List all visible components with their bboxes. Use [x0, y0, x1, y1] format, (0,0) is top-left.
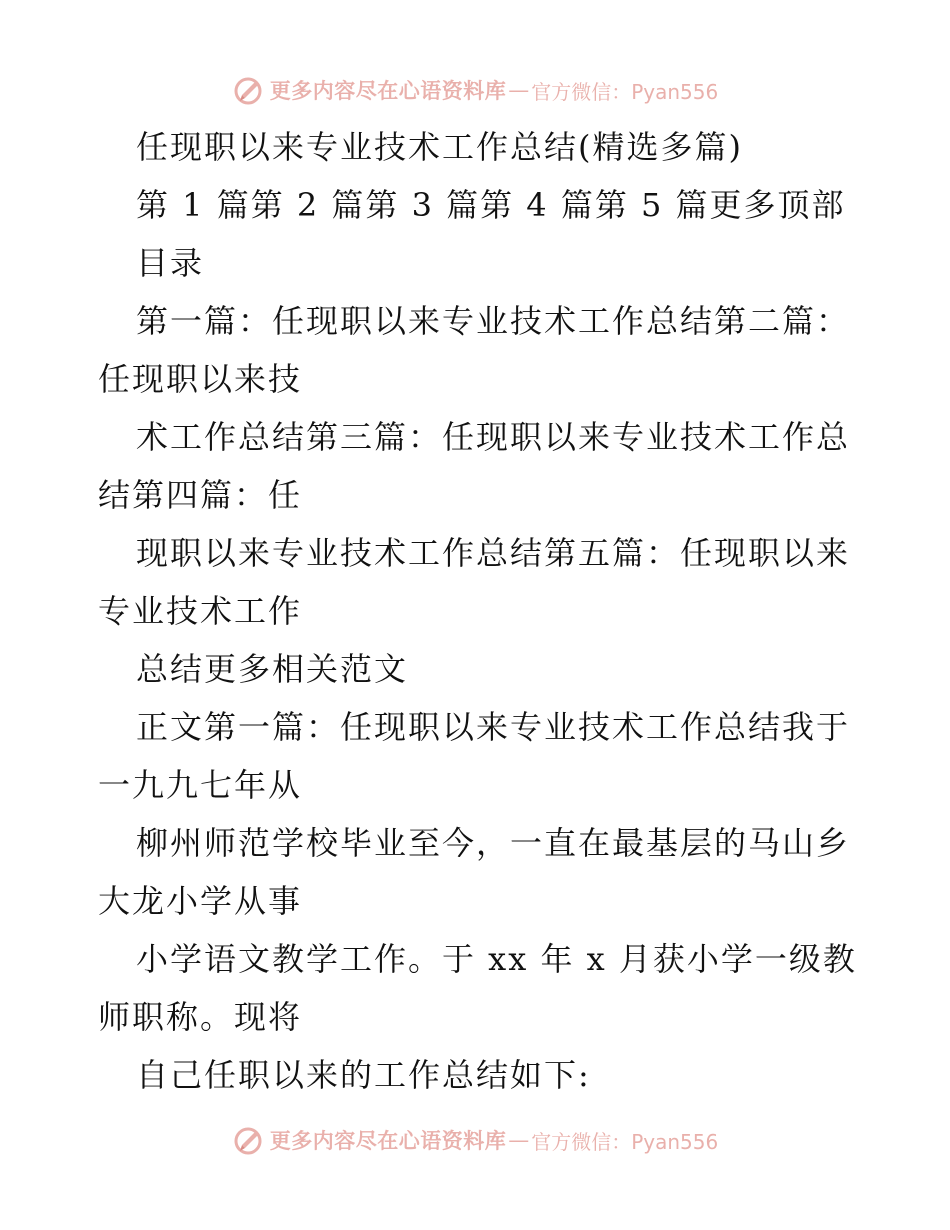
toc-paragraph: 术工作总结第三篇：任现职以来专业技术工作总结第四篇：任 — [98, 418, 851, 514]
watermark-main-text: 更多内容尽在心语资料库 — [269, 79, 507, 103]
watermark-separator: — — [508, 1128, 530, 1152]
quill-logo-icon — [232, 1123, 266, 1157]
toc-paragraph: 现职以来专业技术工作总结第五篇：任现职以来专业技术工作 — [98, 534, 851, 630]
toc-paragraph: 总结更多相关范文 — [136, 650, 409, 688]
doc-nav-line: 第 1 篇第 2 篇第 3 篇第 4 篇第 5 篇更多顶部 — [136, 186, 846, 224]
quill-logo-icon — [232, 73, 266, 107]
watermark-wechat-text: 官方微信：Pyan556 — [531, 1129, 719, 1154]
footer-watermark — [0, 1120, 950, 1160]
doc-title: 任现职以来专业技术工作总结(精选多篇) — [136, 128, 743, 166]
watermark-separator: — — [508, 78, 530, 102]
watermark-main-text: 更多内容尽在心语资料库 — [269, 1129, 507, 1153]
body-paragraph: 正文第一篇：任现职以来专业技术工作总结我于一九九七年从 — [98, 708, 851, 804]
body-paragraph: 柳州师范学校毕业至今，一直在最基层的马山乡大龙小学从事 — [98, 824, 851, 920]
document-body — [98, 118, 858, 1104]
watermark-wechat-text: 官方微信：Pyan556 — [531, 79, 719, 104]
header-watermark — [0, 70, 950, 110]
toc-paragraph: 第一篇：任现职以来专业技术工作总结第二篇：任现职以来技 — [98, 302, 851, 398]
toc-heading: 目录 — [136, 244, 205, 282]
body-paragraph: 小学语文教学工作。于 xx 年 x 月获小学一级教师职称。现将 — [98, 940, 857, 1036]
body-paragraph: 自己任职以来的工作总结如下: — [136, 1056, 591, 1094]
